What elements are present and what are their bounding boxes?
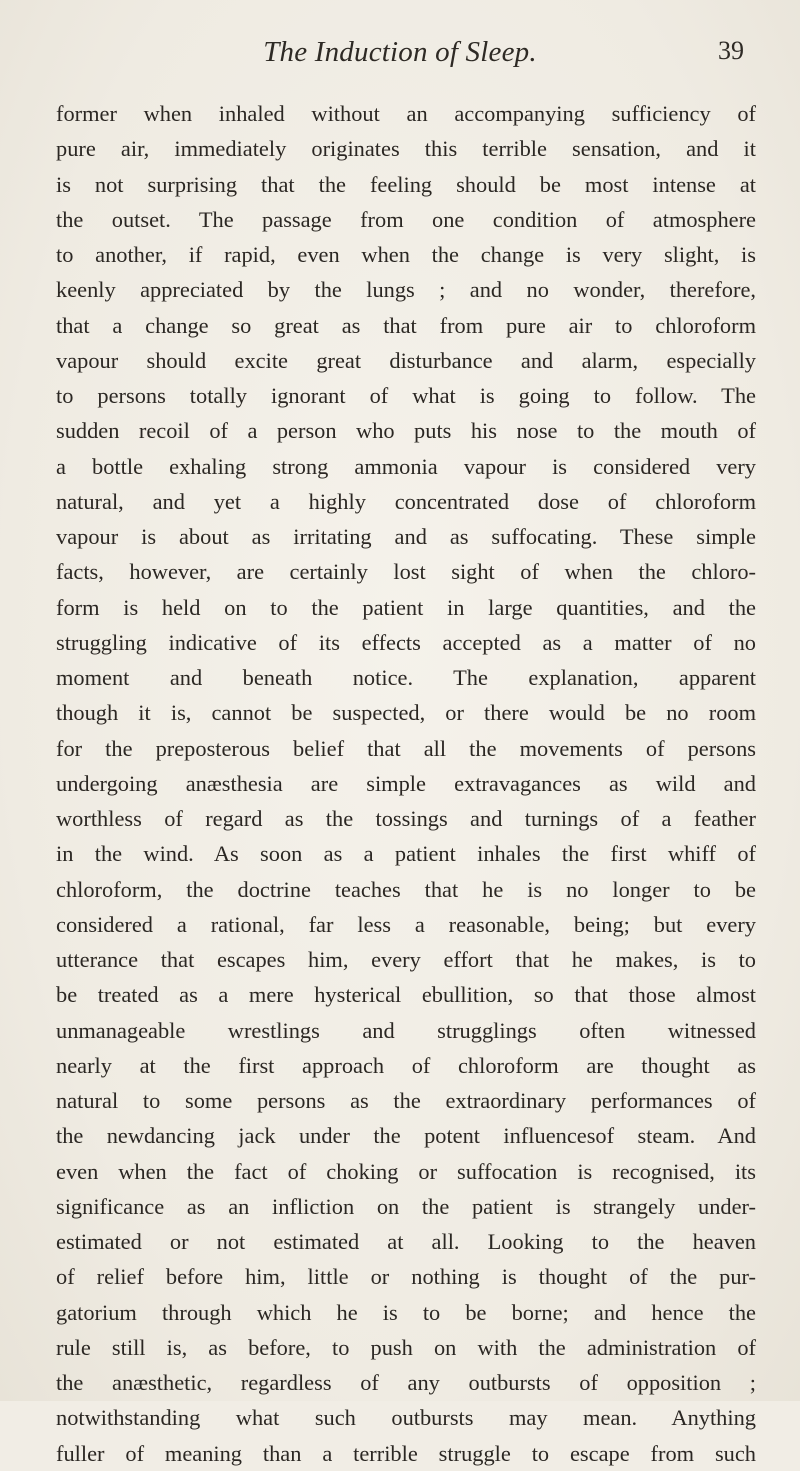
text-line: vapour is about as irritating and as suffocating. These simple [56, 524, 756, 549]
text-line: is not surprising that the feeling should be most intense at [56, 171, 756, 197]
text-line: gatorium through which he is to be borne; and hence the [56, 1299, 756, 1325]
text-line: that a change so great as that from pure air to chloroform [56, 312, 756, 338]
text-line: to persons totally ignorant of what is going to follow. The [56, 383, 756, 408]
text-line: though it is, cannot be suspected, or there would be no room [56, 700, 756, 726]
text-line: former when inhaled without an accompanying sufficiency of [56, 101, 756, 126]
text-line: the anæsthetic, regardless of any outbursts of opposition ; [56, 1370, 756, 1395]
text-line: rule still is, as before, to push on with the administration of [56, 1334, 756, 1360]
text-line: fuller of meaning than a terrible struggle to escape from such [56, 1440, 756, 1466]
body-text [56, 96, 756, 1471]
text-line: to another, if rapid, even when the change is very slight, is [56, 242, 756, 267]
text-line: for the preposterous belief that all the movements of persons [56, 735, 756, 761]
text-line: notwithstanding what such outbursts may mean. Anything [56, 1405, 756, 1431]
text-line: vapour should excite great disturbance and alarm, especially [56, 347, 756, 373]
text-line: the newdancing jack under the potent influencesof steam. And [56, 1123, 756, 1149]
text-line: in the wind. As soon as a patient inhales the first whiff of [56, 841, 756, 867]
text-line: nearly at the first approach of chloroform are thought as [56, 1052, 756, 1078]
text-line: the outset. The passage from one condition of atmosphere [56, 206, 756, 232]
text-line: keenly appreciated by the lungs ; and no wonder, therefore, [56, 277, 756, 303]
text-line: sudden recoil of a person who puts his nose to the mouth of [56, 418, 756, 444]
text-line: natural to some persons as the extraordinary performances of [56, 1088, 756, 1113]
text-line: chloroform, the doctrine teaches that he is no longer to be [56, 876, 756, 902]
text-line: of relief before him, little or nothing is thought of the pur- [56, 1264, 756, 1290]
page-number: 39 [718, 36, 744, 65]
text-line: pure air, immediately originates this terrible sensation, and it [56, 136, 756, 162]
text-line: utterance that escapes him, every effort that he makes, is to [56, 947, 756, 972]
text-line: considered a rational, far less a reasonable, being; but every [56, 911, 756, 937]
text-line: significance as an infliction on the patient is strangely under- [56, 1193, 756, 1219]
text-line: even when the fact of choking or suffocation is recognised, its [56, 1158, 756, 1184]
text-line: undergoing anæsthesia are simple extravagances as wild and [56, 770, 756, 796]
text-line: worthless of regard as the tossings and turnings of a feather [56, 806, 756, 831]
running-title: The Induction of Sleep. [263, 36, 537, 68]
running-head [0, 36, 800, 76]
text-line: estimated or not estimated at all. Looking to the heaven [56, 1229, 756, 1254]
text-line: moment and beneath notice. The explanation, apparent [56, 665, 756, 690]
text-line: a bottle exhaling strong ammonia vapour is considered very [56, 453, 756, 479]
text-line: be treated as a mere hysterical ebullition, so that those almost [56, 982, 756, 1008]
text-line: facts, however, are certainly lost sight of when the chloro- [56, 559, 756, 585]
text-line: unmanageable wrestlings and strugglings often witnessed [56, 1017, 756, 1043]
text-line: natural, and yet a highly concentrated dose of chloroform [56, 488, 756, 514]
text-line: struggling indicative of its effects accepted as a matter of no [56, 629, 756, 655]
text-line: form is held on to the patient in large quantities, and the [56, 594, 756, 620]
